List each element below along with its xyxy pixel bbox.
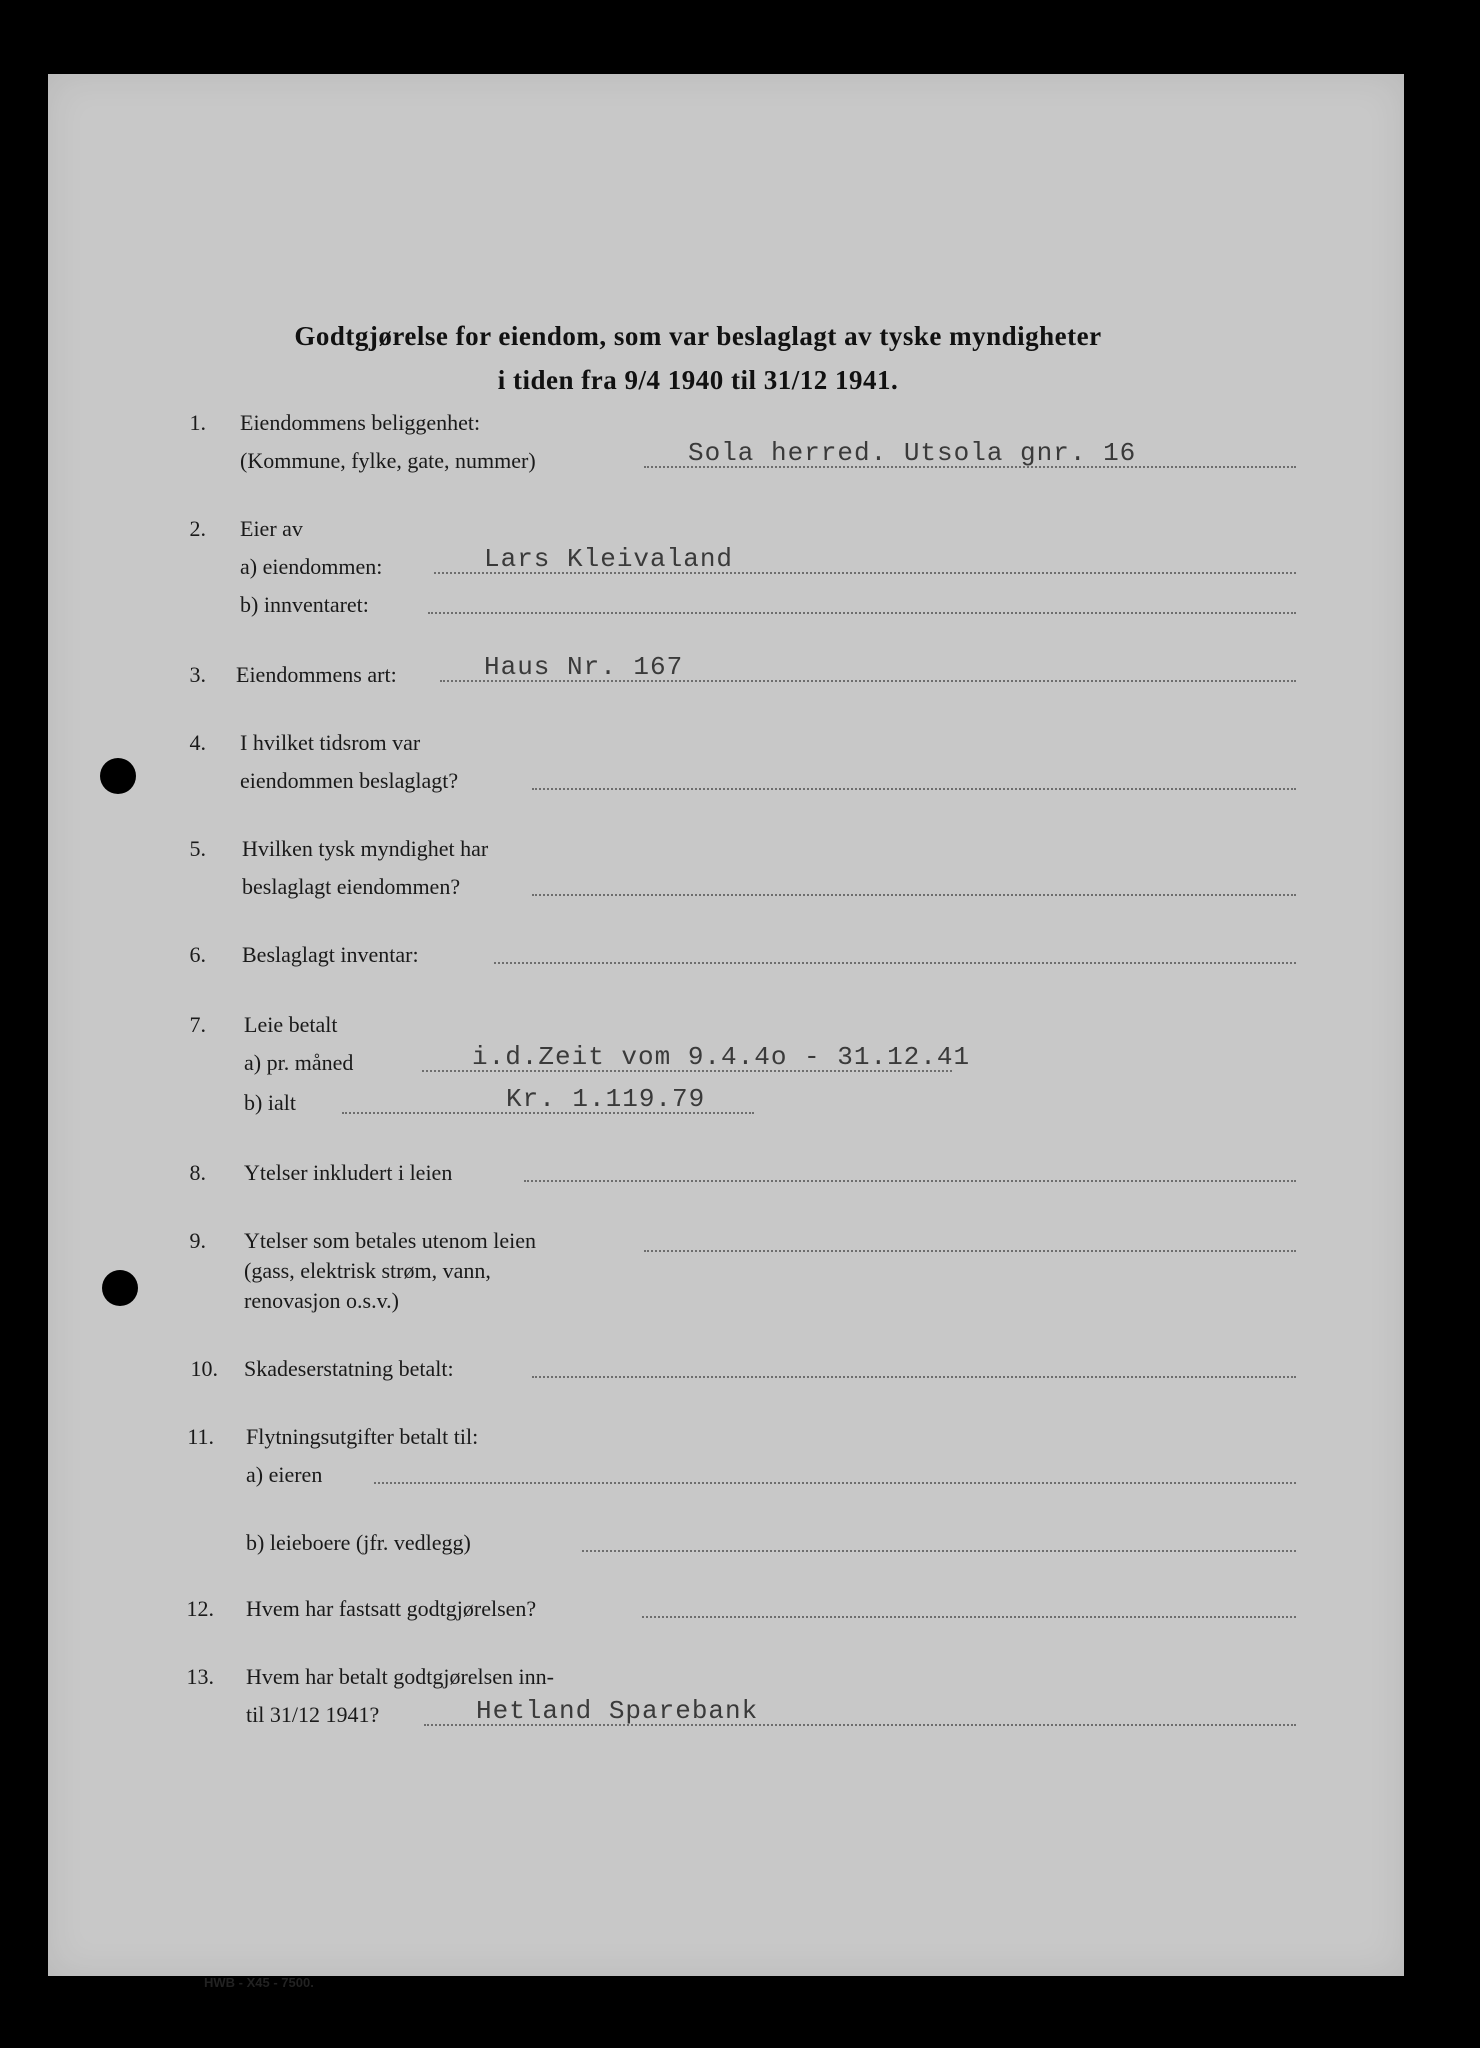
form-sheet: [48, 74, 1404, 1990]
item-9-label: Ytelser som betales utenom leien: [244, 1228, 537, 1253]
item-9-sublabel-2: renovasjon o.s.v.): [244, 1288, 399, 1313]
item-11a-label: a) eieren: [246, 1462, 323, 1487]
item-1-sublabel: (Kommune, fylke, gate, nummer): [240, 448, 536, 473]
item-4-label: I hvilket tidsrom var: [240, 730, 421, 755]
item-6-number: 6.: [189, 942, 206, 967]
item-11-number: 11.: [187, 1424, 214, 1449]
item-1-answer: Sola herred. Utsola gnr. 16: [688, 438, 1137, 468]
item-2a-answer: Lars Kleivaland: [484, 544, 734, 574]
item-13-sublabel: til 31/12 1941?: [246, 1702, 380, 1727]
item-1-label: Eiendommens beliggenhet:: [240, 410, 481, 435]
item-13-label: Hvem har betalt godtgjørelsen inn-: [246, 1664, 554, 1689]
item-8-label: Ytelser inkludert i leien: [244, 1160, 453, 1185]
item-4-answer-line: [532, 788, 1296, 790]
item-5-sublabel: beslaglagt eiendommen?: [242, 874, 461, 899]
item-1-number: 1.: [189, 410, 206, 435]
item-2a-label: a) eiendommen:: [240, 554, 383, 579]
item-7a-label: a) pr. måned: [244, 1050, 354, 1075]
punch-hole-upper: [100, 758, 136, 794]
item-5-number: 5.: [189, 836, 206, 861]
title-line-2: i tiden fra 9/4 1940 til 31/12 1941.: [497, 365, 899, 395]
item-11-label: Flytningsutgifter betalt til:: [246, 1424, 479, 1449]
item-7a-answer: i.d.Zeit vom 9.4.4o - 31.12.41: [472, 1042, 971, 1072]
title-line-1: Godtgjørelse for eiendom, som var beslaglagt av tyske myndigheter: [294, 321, 1102, 351]
item-8-answer-line: [524, 1180, 1296, 1182]
punch-hole-lower: [102, 1270, 138, 1306]
item-5-label: Hvilken tysk myndighet har: [242, 836, 489, 861]
item-2-label: Eier av: [240, 516, 303, 541]
item-3-number: 3.: [189, 662, 206, 687]
item-12-answer-line: [642, 1616, 1296, 1618]
item-4-sublabel: eiendommen beslaglagt?: [240, 768, 459, 793]
item-13-answer: Hetland Sparebank: [476, 1696, 759, 1726]
item-10-label: Skadeserstatning betalt:: [244, 1356, 454, 1381]
item-3-answer: Haus Nr. 167: [484, 652, 684, 682]
item-13-number: 13.: [186, 1664, 214, 1689]
item-4-number: 4.: [189, 730, 206, 755]
item-6-answer-line: [494, 962, 1296, 964]
item-9-answer-line: [644, 1250, 1296, 1252]
item-9-sublabel-1: (gass, elektrisk strøm, vann,: [244, 1258, 491, 1283]
item-7-number: 7.: [189, 1012, 206, 1037]
item-5-answer-line: [532, 894, 1296, 896]
item-2b-answer-line: [428, 612, 1296, 614]
item-7-label: Leie betalt: [244, 1012, 338, 1037]
item-2-number: 2.: [189, 516, 206, 541]
item-2b-label: b) innventaret:: [240, 592, 369, 617]
item-9-number: 9.: [189, 1228, 206, 1253]
item-10-number: 10.: [190, 1356, 218, 1381]
item-12-label: Hvem har fastsatt godtgjørelsen?: [246, 1596, 537, 1621]
item-6-label: Beslaglagt inventar:: [242, 942, 419, 967]
item-11b-label: b) leieboere (jfr. vedlegg): [246, 1530, 471, 1555]
item-10-answer-line: [532, 1376, 1296, 1378]
item-7b-answer: Kr. 1.119.79: [506, 1084, 706, 1114]
item-11a-answer-line: [374, 1482, 1296, 1484]
item-12-number: 12.: [186, 1596, 214, 1621]
form-title: [48, 314, 1348, 402]
item-3-label: Eiendommens art:: [236, 662, 397, 687]
item-8-number: 8.: [189, 1160, 206, 1185]
item-7b-label: b) ialt: [244, 1090, 296, 1115]
print-code: HWB - X45 - 7500.: [204, 1975, 314, 1990]
item-11b-answer-line: [582, 1550, 1296, 1552]
